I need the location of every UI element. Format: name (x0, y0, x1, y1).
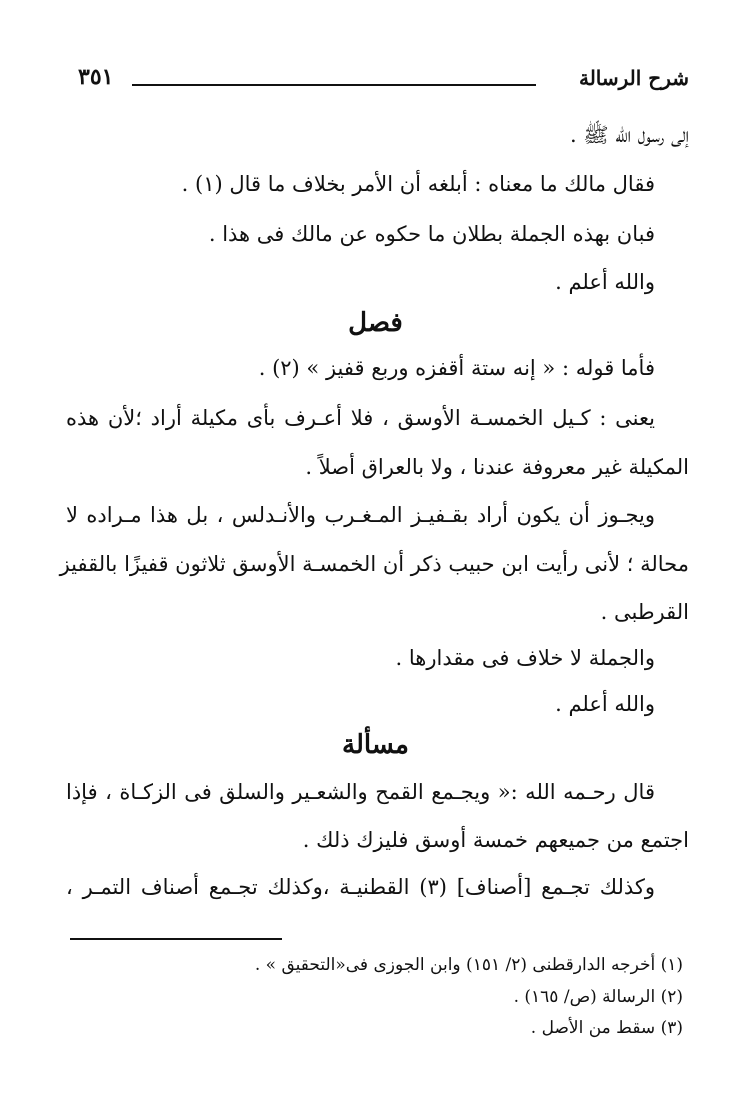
footnote: (١) أخرجه الدارقطنى (٢/ ١٥١) وابن الجوزى فى«التحقيق » . (254, 955, 683, 975)
body-line: وكذلك تجـمع [أصناف] (٣) القطنيـة ،وكذلك تجـمع أصناف التمـر ، (66, 875, 656, 899)
body-line: ويجـوز أن يكون أراد بقـفيـز المـغـرب والأنـدلس ، بل هذا مـراده لا (66, 503, 655, 527)
section-heading: فصل (348, 308, 403, 338)
footnote-rule (70, 938, 282, 940)
section-heading: مسألة (342, 730, 409, 760)
footnote: (٣) سقط من الأصل . (530, 1018, 683, 1038)
body-line: المكيلة غير معروفة عندنا ، ولا بالعراق أصلاً . (305, 455, 689, 479)
body-line: يعنى : كـيل الخمسـة الأوسق ، فلا أعـرف بأى مكيلة أراد ؛لأن هذه (66, 406, 655, 430)
body-line: إلى رسول الله ﷺ . (569, 123, 689, 147)
body-line: قال رحـمه الله :« ويجـمع القمح والشعـير والسلق فى الزكـاة ، فإذا (66, 780, 655, 804)
body-line: فقال مالك ما معناه : أبلغه أن الأمر بخلاف ما قال (١) . (181, 172, 655, 196)
body-line: فأما قوله : « إنه ستة أقفزه وربع قفيز » (٢) . (258, 356, 655, 380)
body-line: فبان بهذه الجملة بطلان ما حكوه عن مالك فى هذا . (208, 222, 655, 246)
running-header-title: شرح الرسالة (578, 66, 689, 90)
page-number: ٣٥١ (78, 64, 114, 90)
body-line: والله أعلم . (555, 692, 655, 716)
header-rule (132, 84, 536, 86)
footnote: (٢) الرسالة (ص/ ١٦٥) . (513, 987, 683, 1007)
body-line: والله أعلم . (555, 270, 655, 294)
body-line: القرطبى . (600, 600, 689, 624)
body-line: اجتمع من جميعهم خمسة أوسق فليزك ذلك . (302, 828, 689, 852)
body-line: والجملة لا خلاف فى مقدارها . (395, 646, 655, 670)
body-line: محالة ؛ لأنى رأيت ابن حبيب ذكر أن الخمسـة الأوسق ثلاثون قفيزًا بالقفيز (59, 552, 689, 576)
